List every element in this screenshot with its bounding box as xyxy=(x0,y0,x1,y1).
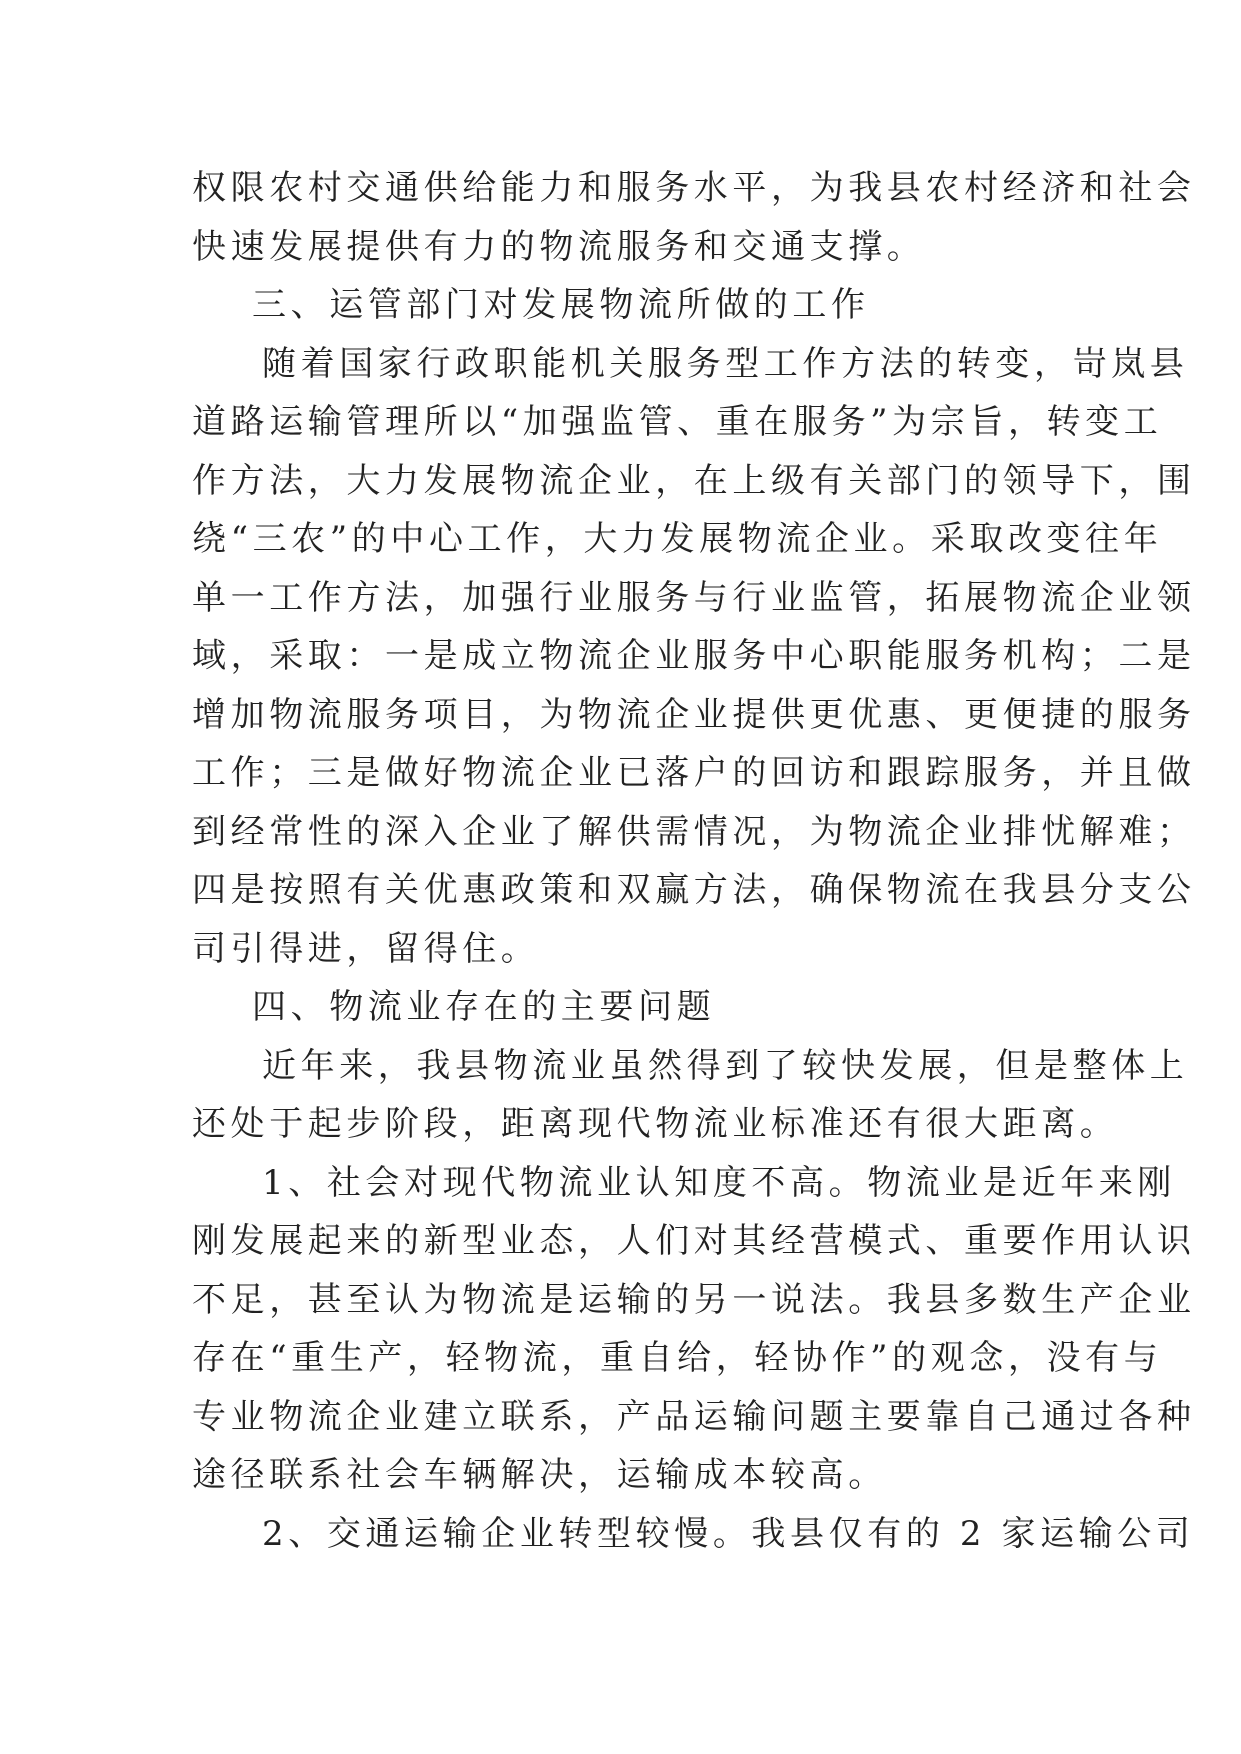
text-line: 存在“重生产，轻物流，重自给，轻协作”的观念，没有与 xyxy=(192,1338,1163,1378)
text-line: 刚发展起来的新型业态，人们对其经营模式、重要作用认识 xyxy=(192,1221,1196,1261)
text-line: 增加物流服务项目，为物流企业提供更优惠、更便捷的服务 xyxy=(192,694,1196,735)
section-heading: 三、运管部门对发展物流所做的工作 xyxy=(252,285,870,325)
section-heading: 四、物流业存在的主要问题 xyxy=(252,987,716,1027)
text-line: 随着国家行政职能机关服务型工作方法的转变，岢岚县 xyxy=(262,343,1189,384)
text-line: 不足，甚至认为物流是运输的另一说法。我县多数生产企业 xyxy=(192,1279,1196,1320)
text-line: 到经常性的深入企业了解供需情况，为物流企业排忧解难； xyxy=(192,811,1196,852)
text-line: 1、社会对现代物流业认知度不高。物流业是近年来刚 xyxy=(262,1162,1177,1203)
text-line: 单一工作方法，加强行业服务与行业监管，拓展物流企业领 xyxy=(192,577,1196,618)
text-line: 专业物流企业建立联系，产品运输问题主要靠自己通过各种 xyxy=(192,1396,1196,1437)
text-line: 道路运输管理所以“加强监管、重在服务”为宗旨，转变工 xyxy=(192,402,1163,442)
text-line: 途径联系社会车辆解决，运输成本较高。 xyxy=(192,1455,887,1495)
document-body xyxy=(192,159,1196,1563)
text-line: 2、交通运输企业转型较慢。我县仅有的 2 家运输公司 xyxy=(262,1513,1195,1554)
text-line: 司引得进，留得住。 xyxy=(192,928,540,969)
text-line: 绕“三农”的中心工作，大力发展物流企业。采取改变往年 xyxy=(192,519,1163,559)
text-line: 作方法，大力发展物流企业，在上级有关部门的领导下，围 xyxy=(192,460,1196,501)
text-line: 近年来，我县物流业虽然得到了较快发展，但是整体上 xyxy=(262,1045,1189,1086)
text-line: 快速发展提供有力的物流服务和交通支撑。 xyxy=(192,226,926,267)
text-line: 域，采取：一是成立物流企业服务中心职能服务机构；二是 xyxy=(192,636,1196,676)
text-line: 四是按照有关优惠政策和双赢方法，确保物流在我县分支公 xyxy=(192,870,1196,910)
text-line: 还处于起步阶段，距离现代物流业标准还有很大距离。 xyxy=(192,1104,1119,1144)
text-line: 权限农村交通供给能力和服务水平，为我县农村经济和社会 xyxy=(192,168,1196,208)
text-line: 工作；三是做好物流企业已落户的回访和跟踪服务，并且做 xyxy=(192,753,1196,793)
